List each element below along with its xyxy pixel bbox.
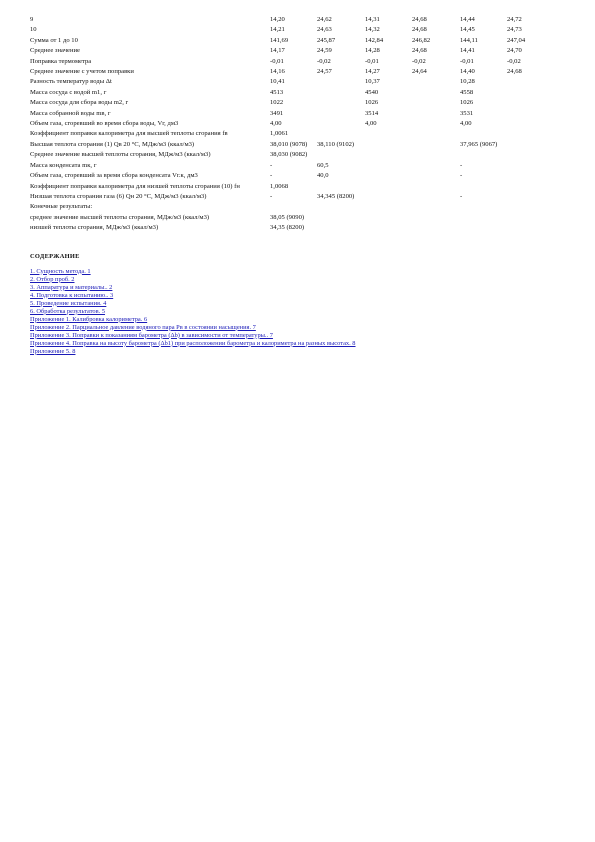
table-cell <box>507 203 555 211</box>
table-cell: - <box>460 192 463 200</box>
toc-link[interactable]: 5. Проведение испытания. 4 <box>30 299 107 307</box>
table-cell: 4,00 <box>365 120 377 128</box>
table-cell: - <box>270 192 273 200</box>
row-label: Сумма от 1 до 10 <box>30 36 78 44</box>
table-cell <box>365 151 412 159</box>
table-cell <box>507 183 555 191</box>
table-row <box>30 99 555 107</box>
table-cell <box>317 120 365 128</box>
table-cell <box>412 110 460 118</box>
table-cell: 24,73 <box>507 26 522 34</box>
row-label: Низшая теплота сгорания газа (6) Qн 20 °С, МДж/м3 (ккал/м3) <box>30 192 207 200</box>
table-cell <box>507 130 555 138</box>
row-label: Поправка термометра <box>30 57 92 65</box>
table-cell <box>507 78 555 86</box>
table-cell <box>460 203 507 211</box>
table-cell <box>365 162 412 170</box>
table-cell <box>412 193 460 201</box>
row-label: Среднее значение с учетом поправки <box>30 68 134 76</box>
table-cell: -0,02 <box>317 57 331 65</box>
table-cell: 24,70 <box>507 47 522 55</box>
table-row <box>30 37 555 45</box>
table-cell: -0,02 <box>507 57 521 65</box>
table-cell: 1022 <box>270 99 284 107</box>
table-cell <box>365 183 412 191</box>
table-cell: 10,28 <box>460 78 475 86</box>
table-row <box>30 151 555 159</box>
table-cell <box>270 203 317 211</box>
table-cell: 14,16 <box>270 68 285 76</box>
table-cell <box>507 151 555 159</box>
row-label: Масса сосуда для сбора воды m2, г <box>30 99 129 107</box>
table-cell: -0,01 <box>365 57 379 65</box>
table-cell <box>507 99 555 107</box>
table-cell <box>460 151 507 159</box>
table-cell <box>365 141 412 149</box>
table-cell <box>412 89 460 97</box>
toc-link[interactable]: Приложение 3. Поправки к показаниям барометра (Δb) в зависимости от температуры.. 7 <box>30 331 273 339</box>
toc-link[interactable]: 6. Обработка результатов. 5 <box>30 307 106 315</box>
table-cell: 247,04 <box>507 36 526 44</box>
row-label: Объем газа, сгоревший во время сбора воды, Vг, дм3 <box>30 120 179 128</box>
table-cell: 14,31 <box>365 16 380 23</box>
table-cell <box>365 203 412 211</box>
table-cell <box>460 214 507 222</box>
table-row <box>30 183 555 191</box>
toc-link[interactable]: 1. Сущность метода. 1 <box>30 267 91 275</box>
table-cell: 24,68 <box>412 26 427 34</box>
table-cell: 4558 <box>460 88 474 96</box>
table-cell: 14,17 <box>270 47 285 55</box>
table-cell <box>507 89 555 97</box>
table-cell: 4,00 <box>270 120 282 128</box>
table-row <box>30 26 555 34</box>
toc-link[interactable]: 2. Отбор проб. 2 <box>30 275 75 283</box>
table-cell <box>317 151 365 159</box>
table-cell <box>365 172 412 180</box>
table-cell: 1,0068 <box>270 182 289 190</box>
table-cell <box>412 151 460 159</box>
table-of-contents <box>30 253 570 356</box>
table-row <box>30 78 555 86</box>
table-cell <box>317 110 365 118</box>
row-label: Масса сосуда с водой m1, г <box>30 88 107 96</box>
table-cell <box>317 89 365 97</box>
calculation-table <box>30 16 555 235</box>
table-cell <box>412 120 460 128</box>
table-cell: 10,41 <box>270 78 285 86</box>
table-cell: 246,82 <box>412 36 431 44</box>
table-cell: 38,030 (9082) <box>270 151 308 159</box>
table-cell: 3531 <box>460 109 474 117</box>
table-cell <box>507 214 555 222</box>
toc-list <box>30 268 570 356</box>
row-label: низшей теплоты сгорания, МДж/м3 (ккал/м3) <box>30 224 159 232</box>
table-cell: 34,35 (8200) <box>270 224 305 232</box>
table-cell <box>412 172 460 180</box>
table-cell: 10,37 <box>365 78 380 86</box>
row-label: Объем газа, сгоревший за время сбора конденсата Vг.к, дм3 <box>30 172 198 180</box>
table-cell <box>412 141 460 149</box>
table-cell: 14,27 <box>365 68 380 76</box>
table-row <box>30 172 555 180</box>
table-cell: 1026 <box>365 99 379 107</box>
table-row <box>30 203 555 211</box>
table-cell: 24,63 <box>317 26 332 34</box>
table-cell: 38,010 (9078) <box>270 140 308 148</box>
table-cell: 24,72 <box>507 16 522 23</box>
table-cell: 24,64 <box>412 68 427 76</box>
table-cell <box>365 224 412 232</box>
table-cell <box>317 78 365 86</box>
table-row <box>30 120 555 128</box>
table-cell <box>317 224 365 232</box>
table-cell: 14,44 <box>460 16 475 23</box>
table-cell <box>507 120 555 128</box>
table-row <box>30 224 555 232</box>
table-cell <box>460 183 507 191</box>
row-label: Среднее значение <box>30 47 80 55</box>
row-label: 10 <box>30 26 37 34</box>
table-cell <box>412 224 460 232</box>
table-cell <box>412 183 460 191</box>
table-cell: 37,965 (9067) <box>460 140 498 148</box>
table-cell: 24,62 <box>317 16 332 23</box>
table-cell: 60,5 <box>317 161 329 169</box>
table-cell <box>317 183 365 191</box>
table-cell: 3491 <box>270 109 284 117</box>
table-row <box>30 58 555 66</box>
table-cell: - <box>270 172 273 180</box>
table-cell: 142,84 <box>365 36 384 44</box>
table-row <box>30 141 555 149</box>
table-row <box>30 47 555 55</box>
table-cell: 34,345 (8200) <box>317 192 355 200</box>
table-cell <box>412 214 460 222</box>
table-cell <box>507 162 555 170</box>
table-cell: - <box>460 161 463 169</box>
table-row <box>30 68 555 76</box>
table-cell <box>412 130 460 138</box>
row-label: среднее значение высшей теплоты сгорания, МДж/м3 (ккал/м3) <box>30 213 210 221</box>
table-cell <box>507 224 555 232</box>
row-label: Коэффициент поправки калориметра для низшей теплоты сгорания (10) fн <box>30 182 240 190</box>
toc-link[interactable]: Приложение 1. Калибровка калориметра. 6 <box>30 315 148 323</box>
table-cell <box>317 130 365 138</box>
row-label: Разность температур воды Δt <box>30 78 112 86</box>
table-cell: 24,57 <box>317 68 332 76</box>
row-label: 9 <box>30 16 34 23</box>
table-cell <box>365 193 412 201</box>
toc-link[interactable]: 3. Аппаратура и материалы.. 2 <box>30 283 113 291</box>
table-cell: 14,28 <box>365 47 380 55</box>
table-cell: -0,02 <box>412 57 426 65</box>
table-cell: 24,68 <box>507 68 522 76</box>
table-cell: 14,41 <box>460 47 475 55</box>
table-cell <box>317 214 365 222</box>
table-cell: 14,40 <box>460 68 475 76</box>
row-label: Коэффициент поправки калориметра для высшей теплоты сгорания fв <box>30 130 228 138</box>
table-cell <box>460 130 507 138</box>
row-spacer <box>30 233 555 235</box>
table-cell: -0,01 <box>460 57 474 65</box>
row-label: Высшая теплота сгорания (1) Qв 20 °С, МДж/м3 (ккал/м3) <box>30 140 195 148</box>
table-cell <box>412 162 460 170</box>
table-cell <box>365 130 412 138</box>
table-cell <box>507 172 555 180</box>
table-row <box>30 214 555 222</box>
table-cell <box>412 78 460 86</box>
table-cell: 4540 <box>365 88 379 96</box>
toc-link[interactable]: 4. Подготовка к испытанию.. 3 <box>30 291 114 299</box>
table-cell: 38,110 (9102) <box>317 140 355 148</box>
table-row <box>30 89 555 97</box>
table-cell: 1,0061 <box>270 130 289 138</box>
table-cell: 4,00 <box>460 120 472 128</box>
table-cell: 141,69 <box>270 36 289 44</box>
table-row <box>30 16 555 24</box>
row-label: Масса собранной воды mв, г <box>30 109 111 117</box>
table-cell <box>412 99 460 107</box>
toc-link[interactable]: Приложение 2. Парциальное давление водяного пара Рв в состоянии насыщения. 7 <box>30 323 256 331</box>
table-row <box>30 130 555 138</box>
table-cell: 38,05 (9090) <box>270 213 305 221</box>
table-row <box>30 110 555 118</box>
table-cell <box>317 99 365 107</box>
table-cell: 4513 <box>270 88 284 96</box>
table-cell <box>317 203 365 211</box>
table-cell: 14,32 <box>365 26 380 34</box>
row-label: Среднее значение высшей теплоты сгорания, МДж/м3 (ккал/м3) <box>30 151 211 159</box>
table-cell <box>460 224 507 232</box>
toc-link[interactable]: Приложение 5. 8 <box>30 347 76 355</box>
table-cell <box>507 141 555 149</box>
table-row <box>30 193 555 201</box>
table-cell <box>507 193 555 201</box>
table-cell: 14,45 <box>460 26 475 34</box>
table-cell: 24,59 <box>317 47 332 55</box>
table-row <box>30 162 555 170</box>
table-cell <box>412 203 460 211</box>
table-cell: 1026 <box>460 99 474 107</box>
row-label: Масса конденсата mк, г <box>30 161 97 169</box>
table-cell: 14,21 <box>270 26 285 34</box>
toc-link[interactable]: Приложение 4. Поправка на высоту барометра (Δb1) при расположении барометра и калориметра на разных высотах. 8 <box>30 339 356 347</box>
table-cell: - <box>460 172 463 180</box>
table-cell: 24,68 <box>412 16 427 23</box>
table-cell <box>507 110 555 118</box>
table-cell <box>365 214 412 222</box>
table-cell: 3514 <box>365 109 379 117</box>
document-page <box>30 16 570 356</box>
table-cell: 245,87 <box>317 36 336 44</box>
table-cell: 144,11 <box>460 36 478 44</box>
table-cell: 14,20 <box>270 16 285 23</box>
table-cell: -0,01 <box>270 57 284 65</box>
row-label: Конечные результаты: <box>30 203 93 211</box>
table-cell: 24,68 <box>412 47 427 55</box>
toc-title: СОДЕРЖАНИЕ <box>30 252 80 260</box>
table-cell: 40,0 <box>317 172 329 180</box>
table-cell: - <box>270 161 273 169</box>
